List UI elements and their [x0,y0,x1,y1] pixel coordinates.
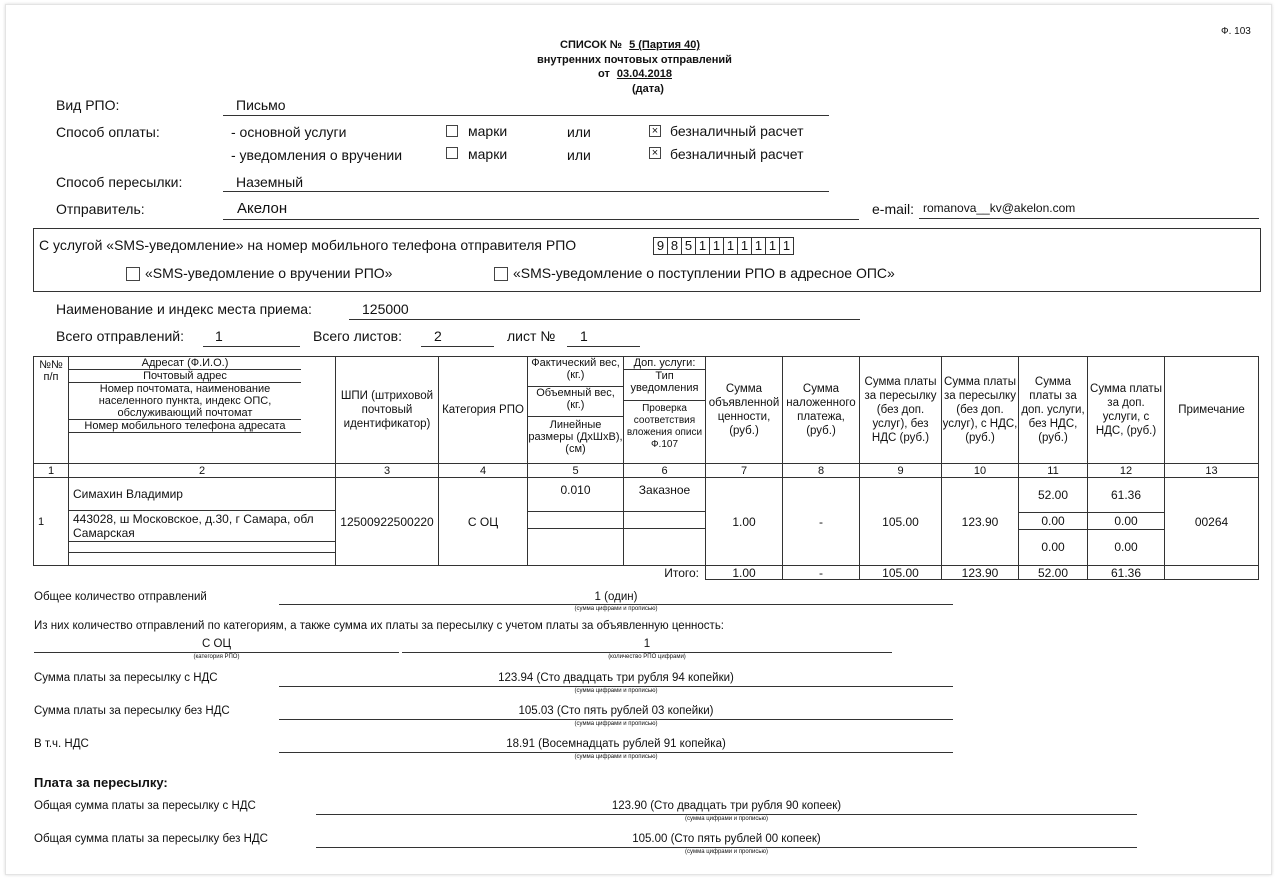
list-subtitle: внутренних почтовых отправлений [537,54,732,66]
incl-vat-value: 18.91 (Восемнадцать рублей 91 копейка) [506,738,726,750]
col-number: 7 [706,464,783,478]
cashless-label-notice: безналичный расчет [670,146,804,162]
col-number: 4 [439,464,528,478]
sender-label: Отправитель: [56,201,145,217]
row-volume-weight [528,512,623,529]
total-items-line [203,346,300,347]
row-fee-vat: 123.90 [942,478,1019,566]
row-shpi: 12500922500220 [336,478,439,566]
total-fee-nonvat: 105.00 [860,566,942,580]
col-number: 9 [860,464,942,478]
sms-delivery-label: «SMS-уведомление о вручении РПО» [145,265,393,281]
header-no: №№ п/п [34,357,69,464]
sms-delivery-checkbox[interactable] [126,267,140,281]
col-number: 6 [624,464,706,478]
qty-label: Общее количество отправлений [34,591,207,603]
fee-heading: Плата за пересылку: [34,775,168,790]
totals-row [34,566,1259,580]
total-nonvat-line [316,847,1137,848]
category-qty-line [402,652,892,653]
row-fee-nonvat: 105.00 [860,478,942,566]
phone-digits[interactable] [654,237,794,255]
email-value: romanova__kv@akelon.com [923,201,1076,215]
qty-value: 1 (один) [594,591,638,603]
header-extra-nonvat: Сумма платы за доп. услуги, без НДС, (руб.) [1019,357,1088,464]
place-label: Наименование и индекс места приема: [56,301,312,317]
shipments-table [33,356,1259,580]
stamps-checkbox-notice[interactable] [446,147,458,159]
row-extra-vat-3: 0.00 [1114,540,1138,554]
row-parcel-locker [69,542,335,553]
row-actual-weight: 0.010 [528,478,623,512]
header-actual-weight: Фактический вес, (кг.) [528,357,623,387]
sms-arrival-label: «SMS-уведомление о поступлении РПО в адресное ОПС» [513,265,895,281]
phone-digit: 1 [723,237,738,255]
total-sheets-label: Всего листов: [313,328,402,344]
phone-digit: 1 [751,237,766,255]
payment-notice-label: - уведомления о вручении [231,147,403,163]
sender-line [223,219,859,220]
row-dimensions [528,529,623,563]
total-items-label: Всего отправлений: [56,328,184,344]
phone-digit: 1 [737,237,752,255]
stamps-checkbox-main[interactable] [446,125,458,137]
header-extra-services [624,357,706,464]
header-notice-type: Тип уведомления [624,370,705,401]
header-addr-parcel-locker: Номер почтомата, наименование населенного пункта, индекс ОПС, обслуживающий почтомат [69,383,301,420]
row-phone [69,553,335,565]
total-cod: - [783,566,860,580]
row-extra-vat [1088,478,1165,566]
shipping-value: Наземный [236,174,304,190]
total-fee-vat: 123.90 [942,566,1019,580]
row-extra-nonvat-1: 52.00 [1019,478,1087,513]
column-numbers-row [34,464,1259,478]
form-code: Ф. 103 [1221,26,1251,37]
total-note [1165,566,1259,580]
header-extra-label: Доп. услуги: [624,357,705,370]
total-declared: 1.00 [706,566,783,580]
shipping-label: Способ пересылки: [56,174,183,190]
col-number: 5 [528,464,624,478]
row-extra-blank [624,512,705,529]
header-extra-vat: Сумма платы за доп. услуги, с НДС, (руб.) [1088,357,1165,464]
sheet-no-label: лист № [507,328,556,344]
header-shpi: ШПИ (штриховой почтовый идентификатор) [336,357,439,464]
header-addr-postal: Почтовый адрес [69,370,301,383]
row-category: С ОЦ [439,478,528,566]
row-extra-vat-1: 61.36 [1088,478,1164,513]
list-number: 5 (Партия 40) [629,39,701,51]
row-address: 443028, ш Московское, д.30, г Самара, обл Самарская [69,511,335,542]
date-prefix: от [598,68,610,80]
col-number: 1 [34,464,69,478]
sender-value: Акелон [237,200,288,217]
row-extra-nonvat-3: 0.00 [1041,540,1065,554]
row-notice-type: Заказное [624,478,705,512]
row-weight [528,478,624,566]
qty-line [279,604,953,605]
stamps-label-main: марки [468,123,508,139]
row-extra-nonvat-2: 0.00 [1019,513,1087,530]
qty-caption: (сумма цифрами и прописью) [574,606,658,612]
phone-digit: 1 [765,237,780,255]
incl-vat-label: В т.ч. НДС [34,738,89,750]
total-vat-caption: (сумма цифрами и прописью) [685,816,768,822]
sheet-no-value: 1 [580,328,588,344]
header-fee-vat: Сумма платы за пересылку (без доп. услуг), с НДС, (руб.) [942,357,1019,464]
header-weight [528,357,624,464]
nonvat-sum-line [279,719,953,720]
total-nonvat-caption: (сумма цифрами и прописью) [685,849,768,855]
nonvat-sum-label: Сумма платы за пересылку без НДС [34,705,230,717]
vat-sum-value: 123.94 (Сто двадцать три рубля 94 копейки) [498,672,734,684]
row-name: Симахин Владимир [69,478,335,511]
phone-digit: 1 [709,237,724,255]
col-number: 3 [336,464,439,478]
col-number: 12 [1088,464,1165,478]
cashless-checkbox-notice[interactable]: × [649,147,661,159]
payment-main-label: - основной услуги [231,124,347,140]
row-check-inventory [624,529,705,563]
sms-arrival-checkbox[interactable] [494,267,508,281]
place-value: 125000 [362,301,409,317]
total-nonvat-value: 105.00 (Сто пять рублей 00 копеек) [632,833,821,845]
or-label-notice: или [567,147,591,163]
header-note: Примечание [1165,357,1259,464]
vat-sum-line [279,686,953,687]
header-category: Категория РПО [439,357,528,464]
header-check-inventory: Проверка соответствия вложения описи Ф.107 [626,403,703,450]
row-extra-vat-2: 0.00 [1088,513,1164,530]
vat-sum-label: Сумма платы за пересылку с НДС [34,672,218,684]
total-vat-value: 123.90 (Сто двадцать три рубля 90 копеек) [611,800,842,812]
nonvat-sum-caption: (сумма цифрами и прописью) [574,721,658,727]
header-addressee [69,357,336,464]
category-line [34,652,399,653]
shipping-line [223,191,829,192]
total-sheets-value: 2 [434,328,442,344]
col-number: 11 [1019,464,1088,478]
sheet-no-line [567,346,640,347]
by-category-label: Из них количество отправлений по категориям, а также сумма их платы за пересылку с учетом платы за объявленную ценность: [34,620,724,632]
header-addr-name: Адресат (Ф.И.О.) [69,357,301,370]
vat-sum-caption: (сумма цифрами и прописью) [574,688,658,694]
row-extra [624,478,706,566]
row-declared: 1.00 [706,478,783,566]
category-value: С ОЦ [202,638,231,650]
cashless-label-main: безналичный расчет [670,123,804,139]
total-sheets-line [421,346,494,347]
or-label-main: или [567,124,591,140]
total-extra-nonvat: 52.00 [1019,566,1088,580]
rpo-type-label: Вид РПО: [56,97,120,113]
title-prefix: СПИСОК № [560,39,623,51]
row-cod: - [783,478,860,566]
row-note: 00264 [1165,478,1259,566]
phone-digit: 8 [667,237,682,255]
header-dimensions: Линейные размеры (ДхШхВ), (см) [528,419,623,455]
totals-label: Итого: [34,566,706,580]
phone-digit: 1 [695,237,710,255]
rpo-type-line [223,115,829,116]
category-caption: (категория РПО) [193,654,240,660]
date-caption: (дата) [632,83,664,95]
col-number: 13 [1165,464,1259,478]
total-vat-line [316,814,1137,815]
table-header-row [34,357,1259,464]
header-fee-nonvat: Сумма платы за пересылку (без доп. услуг), без НДС (руб.) [860,357,942,464]
table-row [34,478,1259,566]
row-extra-nonvat [1019,478,1088,566]
total-items-value: 1 [215,328,223,344]
payment-label: Способ оплаты: [56,124,160,140]
stamps-label-notice: марки [468,146,508,162]
total-nonvat-label: Общая сумма платы за пересылку без НДС [34,833,268,845]
list-date [598,68,676,80]
cashless-checkbox-main[interactable]: × [649,125,661,137]
category-qty-caption: (количество РПО цифрами) [608,654,686,660]
phone-digit: 5 [681,237,696,255]
email-label: e-mail: [872,201,915,217]
nonvat-sum-value: 105.03 (Сто пять рублей 03 копейки) [518,705,714,717]
header-addr-phone: Номер мобильного телефона адресата [69,420,301,433]
list-title [560,39,704,51]
row-no: 1 [34,478,69,566]
incl-vat-caption: (сумма цифрами и прописью) [574,754,658,760]
sms-label: С услугой «SMS-уведомление» на номер мобильного телефона отправителя РПО [39,237,577,253]
incl-vat-line [279,752,953,753]
place-line [349,319,860,320]
total-extra-vat: 61.36 [1088,566,1165,580]
header-volume-weight: Объемный вес, (кг.) [528,387,623,417]
header-declared-value: Сумма объявленной ценности, (руб.) [706,357,783,464]
col-number: 8 [783,464,860,478]
total-vat-label: Общая сумма платы за пересылку с НДС [34,800,256,812]
phone-digit: 9 [653,237,668,255]
header-cod: Сумма наложенного платежа, (руб.) [783,357,860,464]
phone-digit: 1 [779,237,794,255]
category-qty: 1 [643,638,651,650]
row-addressee [69,478,336,566]
col-number: 10 [942,464,1019,478]
email-line [919,218,1259,219]
col-number: 2 [69,464,336,478]
rpo-type-value: Письмо [236,97,286,113]
date-value: 03.04.2018 [616,68,672,80]
